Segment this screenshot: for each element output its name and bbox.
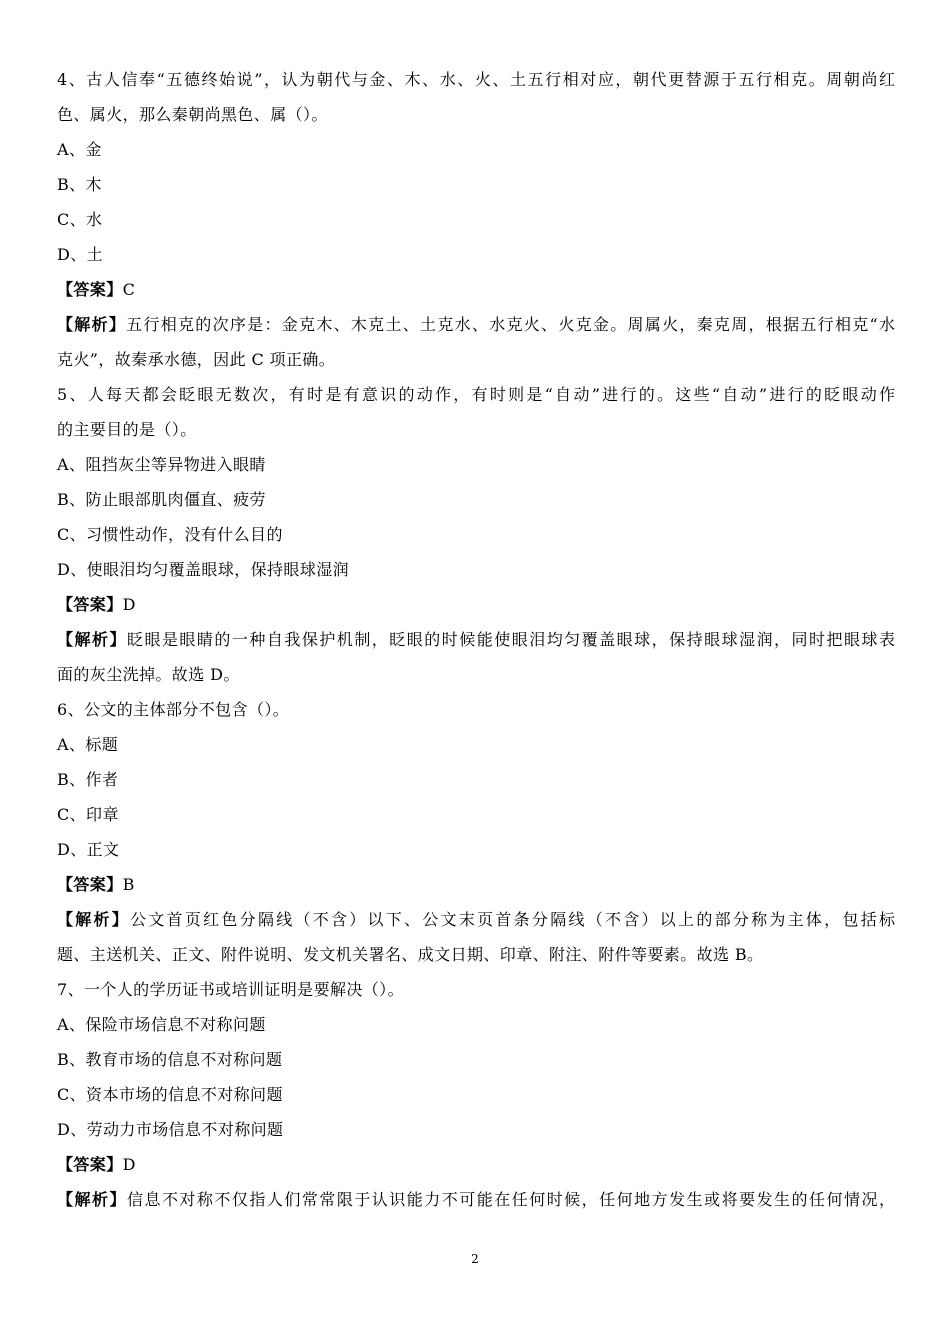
analysis-label: 【解析】: [57, 1190, 127, 1209]
answer-value: B: [122, 875, 135, 894]
answer-value: C: [122, 280, 136, 299]
option-a: A、保险市场信息不对称问题: [57, 1015, 266, 1034]
analysis-label: 【解析】: [57, 315, 127, 334]
question-stem-line: 4、古人信奉“五德终始说”，认为朝代与金、木、水、火、土五行相对应，朝代更替源于五行相克。周朝尚红: [57, 70, 895, 89]
question-stem-line: 5、人每天都会眨眼无数次，有时是有意识的动作，有时则是“自动”进行的。这些“自动”进行的眨眼动作: [57, 385, 895, 404]
question-block: [57, 972, 895, 1217]
analysis-text: 信息不对称不仅指人们常常限于认识能力不可能在任何时候，任何地方发生或将要发生的任何情况，: [126, 1190, 895, 1209]
option-b: B、教育市场的信息不对称问题: [57, 1050, 283, 1069]
analysis-continuation: 题、主送机关、正文、附件说明、发文机关署名、成文日期、印章、附注、附件等要素。故选 B。: [57, 945, 764, 964]
analysis-text: 公文首页红色分隔线（不含）以下、公文末页首条分隔线（不含）以上的部分称为主体，包括标: [130, 910, 895, 929]
answer-label: 【答案】: [57, 280, 123, 299]
question-stem-line: 的主要目的是（）。: [57, 420, 197, 439]
page-number: 2: [471, 1252, 479, 1266]
option-c: C、印章: [57, 805, 119, 824]
question-block: [57, 62, 895, 377]
answer-line: [57, 272, 895, 307]
analysis-line: [57, 307, 895, 342]
analysis-line: [57, 1182, 895, 1217]
option-d: D、正文: [57, 840, 120, 859]
answer-line: [57, 1147, 895, 1182]
option-a: A、阻挡灰尘等异物进入眼睛: [57, 455, 266, 474]
answer-value: D: [122, 1155, 136, 1174]
analysis-text: 五行相克的次序是：金克木、木克土、土克水、水克火、火克金。周属火，秦克周，根据五行相克“水: [126, 315, 895, 334]
analysis-line: [57, 622, 895, 657]
option-c: C、水: [57, 210, 103, 229]
option-d: D、土: [57, 245, 104, 264]
option-d: D、劳动力市场信息不对称问题: [57, 1120, 284, 1139]
option-b: B、木: [57, 175, 102, 194]
option-b: B、作者: [57, 770, 119, 789]
analysis-label: 【解析】: [57, 630, 127, 649]
question-stem-line: 6、公文的主体部分不包含（）。: [57, 700, 290, 719]
answer-label: 【答案】: [57, 595, 123, 614]
analysis-line: [57, 902, 895, 937]
document-page: [57, 62, 895, 1217]
analysis-continuation: 克火”，故秦承水德，因此 C 项正确。: [57, 350, 336, 369]
question-stem-line: 7、一个人的学历证书或培训证明是要解决（）。: [57, 980, 404, 999]
option-c: C、习惯性动作，没有什么目的: [57, 525, 283, 544]
answer-value: D: [122, 595, 136, 614]
question-block: [57, 377, 895, 692]
answer-line: [57, 867, 895, 902]
option-c: C、资本市场的信息不对称问题: [57, 1085, 283, 1104]
answer-line: [57, 587, 895, 622]
option-d: D、使眼泪均匀覆盖眼球，保持眼球湿润: [57, 560, 350, 579]
analysis-text: 眨眼是眼睛的一种自我保护机制，眨眼的时候能使眼泪均匀覆盖眼球，保持眼球湿润，同时把眼球表: [126, 630, 895, 649]
analysis-continuation: 面的灰尘洗掉。故选 D。: [57, 665, 240, 684]
question-stem-line: 色、属火，那么秦朝尚黑色、属（）。: [57, 105, 328, 124]
answer-label: 【答案】: [57, 875, 123, 894]
option-a: A、金: [57, 140, 102, 159]
option-a: A、标题: [57, 735, 119, 754]
analysis-label: 【解析】: [57, 910, 131, 929]
answer-label: 【答案】: [57, 1155, 123, 1174]
question-block: [57, 692, 895, 972]
option-b: B、防止眼部肌肉僵直、疲劳: [57, 490, 266, 509]
